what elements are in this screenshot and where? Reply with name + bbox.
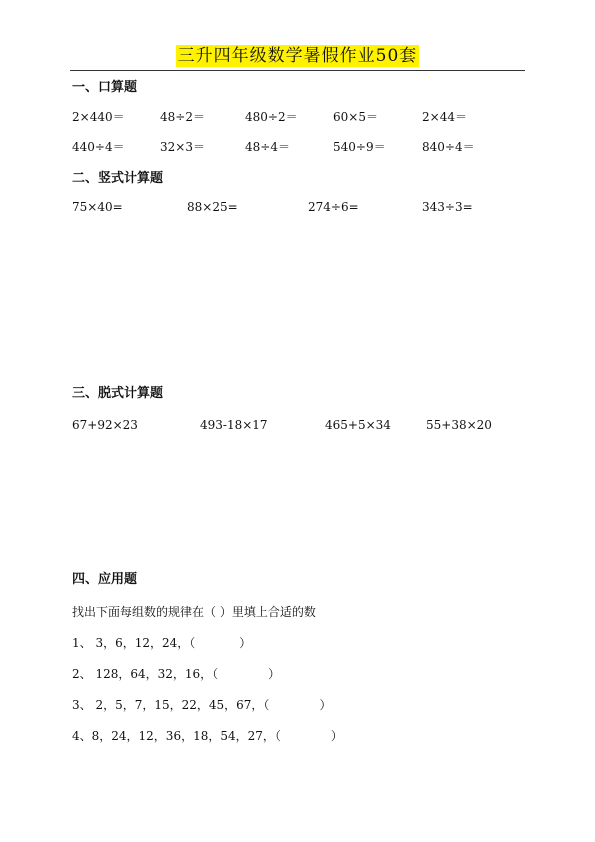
vertical-problem: 274÷6= (308, 200, 359, 214)
pattern-close-paren: ） (330, 729, 343, 743)
section-heading-application: 四、应用题 (72, 572, 138, 587)
pattern-question (72, 698, 331, 712)
oral-problem: 840÷4＝ (422, 140, 475, 154)
pattern-sequence: 3、 2，5，7，15，22，45，67，（ (72, 698, 270, 712)
pattern-sequence: 2、 128，64，32，16，（ (72, 667, 219, 681)
stepwise-problem: 465+5×34 (325, 418, 391, 432)
pattern-close-paren: ） (319, 698, 332, 712)
pattern-question (72, 667, 280, 681)
vertical-problem: 75×40= (72, 200, 123, 214)
oral-problem: 540÷9＝ (333, 140, 386, 154)
vertical-problem: 343÷3= (422, 200, 473, 214)
pattern-sequence: 1、 3，6，12，24，（ (72, 636, 196, 650)
application-instruction: 找出下面每组数的规律在（ ）里填上合适的数 (72, 605, 316, 619)
title-divider (70, 70, 525, 71)
oral-problem: 480÷2＝ (245, 110, 298, 124)
section-heading-oral: 一、口算题 (72, 80, 138, 95)
oral-problem: 48÷4＝ (245, 140, 290, 154)
pattern-close-paren: ） (239, 636, 252, 650)
stepwise-problem: 55+38×20 (426, 418, 492, 432)
page-title-text: 三升四年级数学暑假作业50套 (177, 46, 418, 66)
pattern-question (72, 729, 343, 743)
oral-problem: 440÷4＝ (72, 140, 125, 154)
section-heading-vertical: 二、竖式计算题 (72, 171, 164, 186)
oral-problem: 2×440＝ (72, 110, 125, 124)
stepwise-problem: 493-18×17 (200, 418, 268, 432)
oral-problem: 48÷2＝ (160, 110, 205, 124)
pattern-question (72, 636, 251, 650)
oral-problem: 32×3＝ (160, 140, 205, 154)
oral-problem: 2×44＝ (422, 110, 467, 124)
section-heading-stepwise: 三、脱式计算题 (72, 386, 164, 401)
page-title (0, 43, 595, 69)
pattern-sequence: 4、8，24，12，36，18，54，27，（ (72, 729, 281, 743)
oral-problem: 60×5＝ (333, 110, 378, 124)
pattern-close-paren: ） (268, 667, 281, 681)
stepwise-problem: 67+92×23 (72, 418, 138, 432)
vertical-problem: 88×25= (187, 200, 238, 214)
